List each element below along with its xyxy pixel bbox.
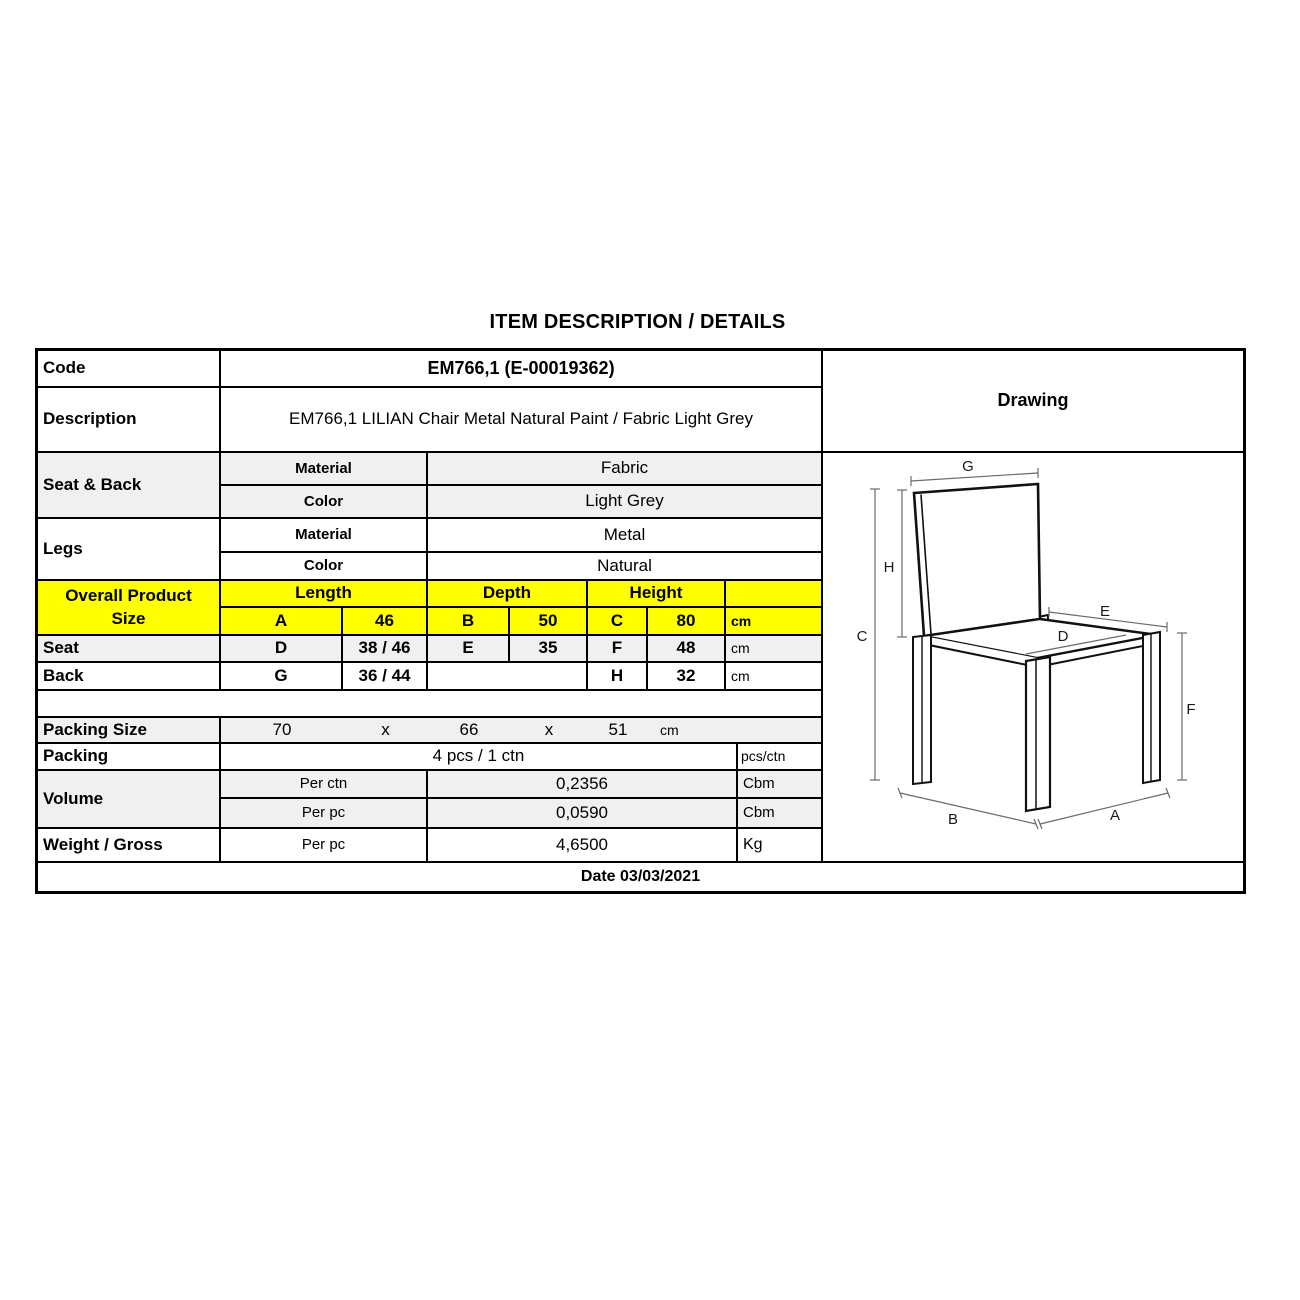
packing-size-label: Packing Size [38, 718, 221, 744]
packing-label: Packing [38, 744, 221, 771]
seat-d-key: D [221, 636, 343, 663]
dim-label-g: G [962, 458, 974, 475]
packing-value: 4 pcs / 1 ctn [221, 744, 738, 771]
legs-color-label: Color [221, 553, 428, 581]
dim-label-c: C [856, 628, 868, 645]
chair-drawing [823, 453, 1243, 862]
volume-label: Volume [38, 771, 221, 829]
weight-label: Weight / Gross [38, 829, 221, 863]
date-row: Date 03/03/2021 [580, 868, 701, 886]
code-value: EM766,1 (E-00019362) [221, 351, 823, 388]
overall-a-key: A [221, 608, 343, 636]
back-g-key: G [221, 663, 343, 691]
seat-f-key: F [588, 636, 648, 663]
header-height: Height [588, 581, 726, 608]
packing-unit: pcs/ctn [738, 744, 823, 771]
volume-per-ctn-unit: Cbm [738, 771, 823, 799]
legs-material-value: Metal [428, 519, 823, 553]
weight-unit: Kg [738, 829, 823, 863]
header-unit-blank [726, 581, 823, 608]
packing-dim-unit: cm [660, 721, 679, 738]
back-depth-blank [428, 663, 588, 691]
overall-c-value: 80 [648, 608, 726, 636]
overall-c-key: C [588, 608, 648, 636]
overall-size-label [38, 581, 221, 636]
packing-dim1: 70 [272, 719, 292, 739]
seat-back-material-value: Fabric [428, 453, 823, 486]
volume-per-pc-value: 0,0590 [428, 799, 738, 829]
seat-unit: cm [726, 636, 823, 663]
back-unit: cm [726, 663, 823, 691]
seat-f-value: 48 [648, 636, 726, 663]
description-label: Description [38, 388, 221, 453]
dim-label-e: E [1099, 603, 1111, 620]
legs-label: Legs [38, 519, 221, 581]
drawing-panel [823, 453, 1243, 863]
packing-sep1: x [381, 719, 390, 739]
overall-b-value: 50 [510, 608, 588, 636]
overall-a-value: 46 [343, 608, 428, 636]
back-row-label: Back [38, 663, 221, 691]
code-label: Code [38, 351, 221, 388]
packing-sep2: x [544, 719, 554, 739]
seat-row-label: Seat [38, 636, 221, 663]
back-g-value: 36 / 44 [343, 663, 428, 691]
dim-label-h: H [883, 559, 895, 576]
volume-per-pc-label: Per pc [221, 799, 428, 829]
weight-value: 4,6500 [428, 829, 738, 863]
dim-label-f: F [1186, 701, 1196, 718]
volume-per-ctn-value: 0,2356 [428, 771, 738, 799]
seat-e-key: E [428, 636, 510, 663]
dim-label-b: B [947, 811, 959, 828]
volume-per-ctn-label: Per ctn [221, 771, 428, 799]
seat-back-color-label: Color [221, 486, 428, 519]
header-length: Length [221, 581, 428, 608]
seat-back-label: Seat & Back [38, 453, 221, 519]
volume-per-pc-unit: Cbm [738, 799, 823, 829]
header-depth: Depth [428, 581, 588, 608]
seat-back-color-value: Light Grey [428, 486, 823, 519]
weight-sub-label: Per pc [221, 829, 428, 863]
overall-unit: cm [726, 608, 823, 636]
legs-color-value: Natural [428, 553, 823, 581]
packing-dim2: 66 [459, 719, 479, 739]
overall-size-label-line1: Overall Product [65, 586, 192, 606]
seat-d-value: 38 / 46 [343, 636, 428, 663]
spacer-row [38, 691, 823, 718]
back-h-key: H [588, 663, 648, 691]
description-value: EM766,1 LILIAN Chair Metal Natural Paint / Fabric Light Grey [221, 388, 823, 453]
overall-size-label-line2: Size [111, 608, 146, 628]
seat-back-material-label: Material [221, 453, 428, 486]
dim-label-d: D [1057, 628, 1069, 645]
drawing-header: Drawing [823, 351, 1243, 453]
back-h-value: 32 [648, 663, 726, 691]
page-title: ITEM DESCRIPTION / DETAILS [489, 310, 786, 333]
item-details-table [35, 348, 1246, 894]
packing-size-values [221, 718, 823, 744]
legs-material-label: Material [221, 519, 428, 553]
packing-dim3: 51 [608, 719, 628, 739]
overall-b-key: B [428, 608, 510, 636]
dim-label-a: A [1109, 807, 1121, 824]
chair-backrest [914, 484, 1040, 636]
seat-e-value: 35 [510, 636, 588, 663]
